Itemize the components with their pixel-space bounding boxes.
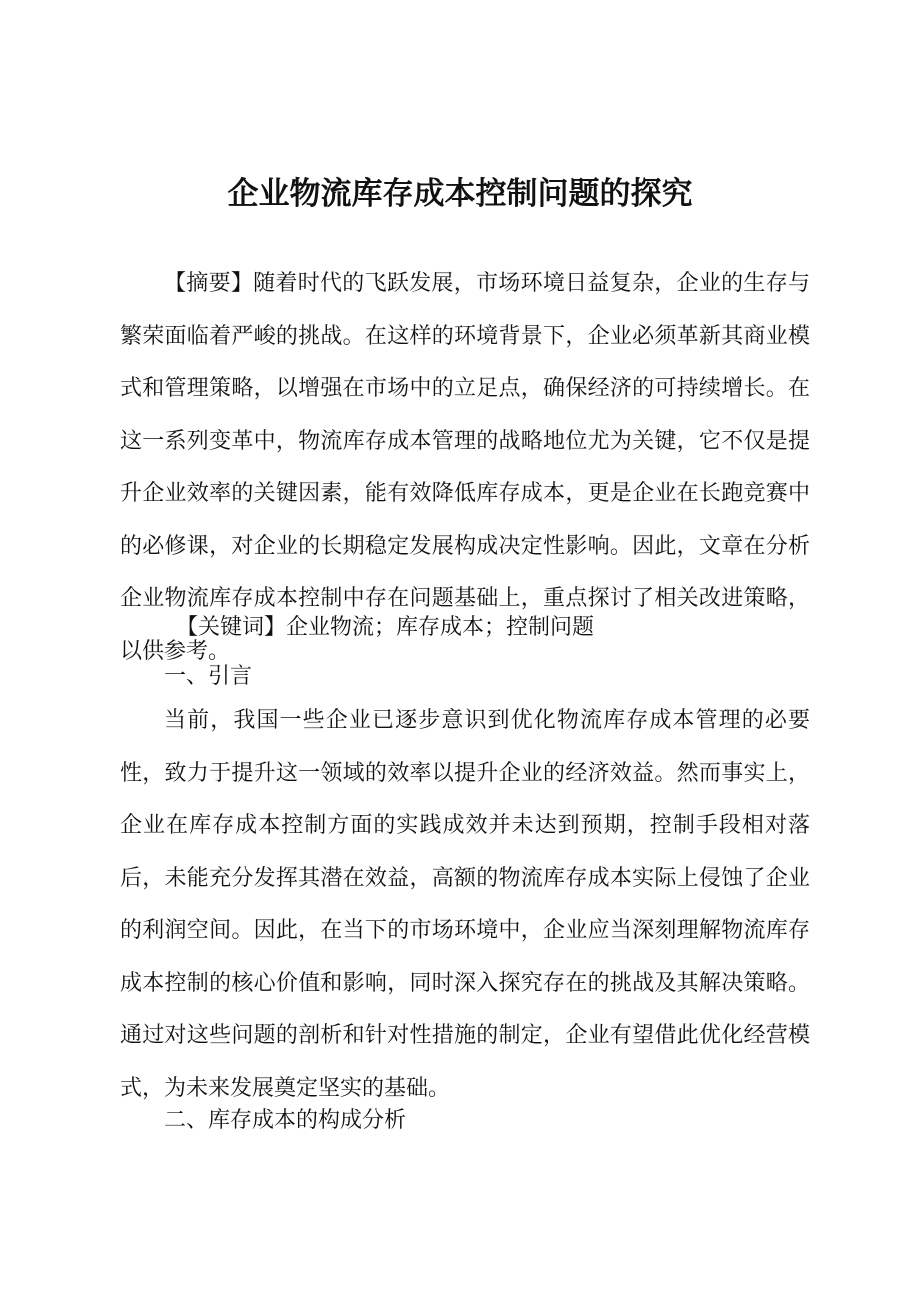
section-heading-introduction: 一、引言 — [164, 664, 253, 689]
document-title: 企业物流库存成本控制问题的探究 — [227, 176, 693, 212]
introduction-paragraph: 当前，我国一些企业已逐步意识到优化物流库存成本管理的必要性，致力于提升这一领域的效率以提升企业的经济效益。然而事实上，企业在库存成本控制方面的实践成效并未达到预期，控制手段相对落后，未能充分发挥其潜在效益，高额的物流库存成本实际上侵蚀了企业的利润空间。因此，在当下的市场环境中，企业应当深刻理解物流库存成本控制的核心价值和影响，同时深入探究存在的挑战及其解决策略。通过对这些问题的剖析和针对性措施的制定，企业有望借此优化经营模式，为未来发展奠定坚实的基础。 — [120, 708, 810, 1101]
keywords-line: 【关键词】企业物流；库存成本；控制问题 — [176, 615, 595, 640]
section-heading-cost-composition: 二、库存成本的构成分析 — [164, 1108, 407, 1133]
abstract-paragraph: 【摘要】随着时代的飞跃发展，市场环境日益复杂，企业的生存与繁荣面临着严峻的挑战。在这样的环境背景下，企业必须革新其商业模式和管理策略，以增强在市场中的立足点，确保经济的可持续增长。在这一系列变革中，物流库存成本管理的战略地位尤为关键，它不仅是提升企业效率的关键因素，能有效降低库存成本，更是企业在长跑竞赛中的必修课，对企业的长期稳定发展构成决定性影响。因此，文章在分析企业物流库存成本控制中存在问题基础上，重点探讨了相关改进策略，以供参考。 — [120, 271, 810, 664]
